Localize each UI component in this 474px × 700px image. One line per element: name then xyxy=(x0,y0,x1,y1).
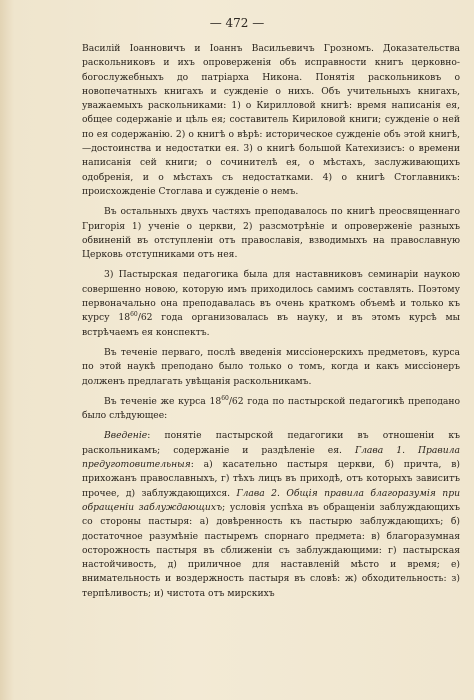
text-run: : понятіе пастырской педагогики въ отношеніи къ раскольникамъ; содержаніе и раздѣленіе ея. xyxy=(82,430,460,456)
paragraph-p4 xyxy=(82,346,460,389)
paragraph-p6 xyxy=(82,429,460,601)
page-number: — 472 — xyxy=(209,16,265,30)
paragraph-p5 xyxy=(82,395,460,424)
text-run: /62 года по пастырской педагогикѣ преподано было слѣдующее: xyxy=(82,395,460,422)
text-run: Въ теченіе перваго, послѣ введенія миссіонерскихъ предметовъ, курса по этой наукѣ преподано было только о томъ, когда и какъ миссіонеръ долженъ предлагать увѣщанія раскольникамъ. xyxy=(82,346,460,387)
paragraph-p3 xyxy=(82,268,460,339)
italic-text: Введеніе xyxy=(104,430,148,442)
text-run: Василій Іоанновичъ и Іоаннъ Васильевичъ Грозномъ. Доказательства раскольниковъ и ихъ опроверженія объ исправности книгъ церковно-богослужебныхъ до патріарха Никона. Понятія раскольниковъ о новопечатныхъ книгахъ и сужденіе о нихъ. Объ учительныхъ книгахъ, уважаемыхъ раскольниками: 1) о Кирилловой книгѣ: время написанія ея, общее содержаніе и цѣль ея; составитель Кириловой книги; сужденіе о ней по ея содержанію. 2) о книгѣ о вѣрѣ: историческое сужденіе объ этой книгѣ,—достоинства и недостатки ея. 3) о книгѣ большой Катехизисъ: о времени написанія сей книги; о сочинителѣ ея, о мѣстахъ, заслуживающихъ одобренія, и о мѣстахъ съ недостатками. 4) о книгѣ Стоглавникъ: происхожденіе Стоглава и сужденіе о немъ. xyxy=(82,43,460,197)
text-run: Въ теченіе же курса 18 xyxy=(104,395,222,407)
superscript-text: 60 xyxy=(130,311,138,319)
text-run: Въ остальныхъ двухъ частяхъ преподавалось по книгѣ преосвященнаго Григорія 1) ученіе о церкви, 2) разсмотрѣніе и опроверженіе разныхъ обвиненій въ отступленіи отъ православія, взводимыхъ на православную Церковь отступниками отъ нея. xyxy=(82,206,460,261)
italic-text: Глава 2. Общія правила благоразумія при обращеніи заблуждающихъ xyxy=(82,487,460,513)
paragraph-p1 xyxy=(82,42,460,199)
body-text xyxy=(82,42,460,607)
italic-text: Глава 1. Правила предуготовительныя xyxy=(82,444,460,471)
text-run: 3) Пастырская педагогика была для наставниковъ семинаріи наукою совершенно новою, которую имъ приходилось самимъ составлять. Поэтому первоначально она преподавалась въ очень краткомъ объемѣ и только къ курсу 18 xyxy=(82,269,460,324)
text-run: /62 года организовалась въ науку, и въ этомъ курсѣ мы встрѣчаемъ ея конспектъ. xyxy=(82,312,460,338)
text-run: ; условія успѣха въ обращеніи заблуждающихъ со стороны пастыря: а) довѣренность къ пастырю заблуждающихъ; б) достаточное разумѣніе пастыремъ спорнаго предмета: в) благоразумная осторожность пастыря въ сближеніи съ заблуждающими: г) пастырская настойчивость, д) приличное для наставленій мѣсто и время; е) внимательность и воздержность пастыря въ словѣ: ж) обходительность: з) терпѣливость; и) чистота отъ мирскихъ xyxy=(82,501,460,599)
paragraph-p2 xyxy=(82,205,460,262)
text-run: : а) касательно пастыря церкви, б) причта, в) прихожанъ православныхъ, г) тѣхъ лицъ въ приходѣ, отъ которыхъ зависитъ прочее, д) заблуждающихся. xyxy=(82,459,460,499)
superscript-text: 60 xyxy=(221,394,229,402)
